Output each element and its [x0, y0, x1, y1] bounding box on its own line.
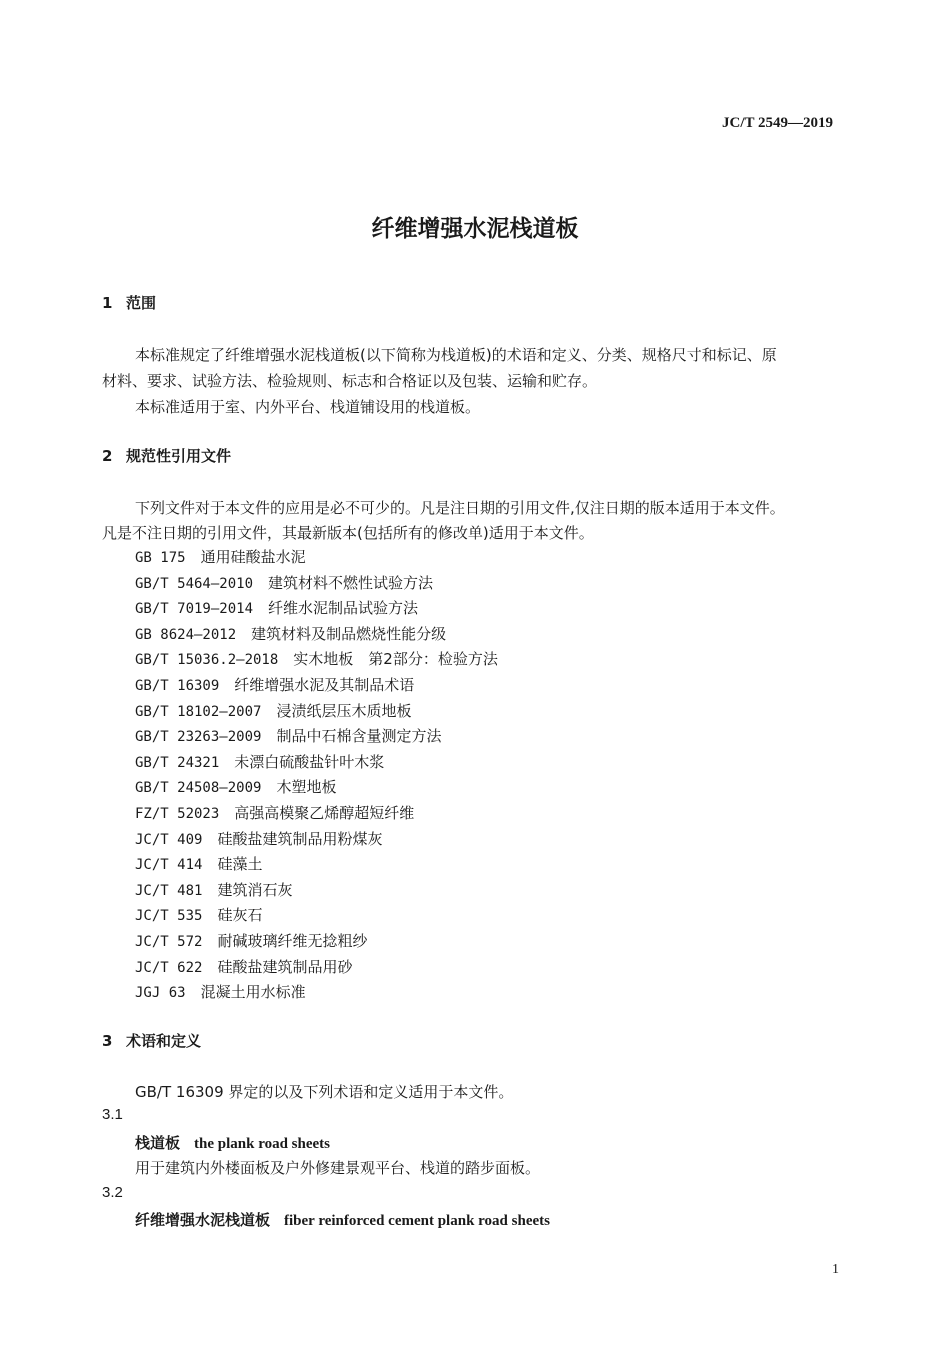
term-english: fiber reinforced cement plank road sheets	[284, 1213, 550, 1229]
clause-number: 3.1	[102, 1106, 123, 1123]
spacer	[261, 778, 276, 796]
reference-code: GB/T 5464—2010	[135, 576, 254, 592]
reference-item	[135, 981, 306, 1002]
reference-code: JC/T 481	[135, 883, 203, 899]
reference-code: JGJ 63	[135, 985, 186, 1001]
spacer	[202, 906, 217, 924]
reference-title: 硅酸盐建筑制品用砂	[217, 958, 353, 976]
spacer	[219, 676, 234, 694]
reference-item	[135, 776, 336, 797]
reference-code: JC/T 409	[135, 832, 203, 848]
term-english: the plank road sheets	[194, 1136, 331, 1152]
reference-code: GB/T 24508—2009	[135, 780, 262, 796]
reference-code: GB/T 24321	[135, 755, 220, 771]
reference-code: GB 8624—2012	[135, 627, 237, 643]
reference-code: JC/T 622	[135, 960, 203, 976]
spacer	[219, 753, 234, 771]
spacer	[202, 881, 217, 899]
reference-title: 硅灰石	[217, 906, 263, 924]
reference-code: JC/T 414	[135, 857, 203, 873]
spacer	[261, 727, 276, 745]
section-2-heading	[102, 445, 231, 466]
spacer	[186, 983, 201, 1001]
spacer	[202, 958, 217, 976]
section-1-heading	[102, 292, 156, 313]
reference-title: 耐碱玻璃纤维无捻粗纱	[217, 932, 368, 950]
reference-title: 建筑材料及制品燃烧性能分级	[251, 625, 447, 643]
reference-code: FZ/T 52023	[135, 806, 220, 822]
section-number: 2	[102, 447, 113, 465]
term-definition: 用于建筑内外楼面板及户外修建景观平台、栈道的踏步面板。	[135, 1159, 541, 1177]
reference-title: 建筑消石灰	[217, 881, 293, 899]
reference-item	[135, 546, 306, 567]
reference-title: 木塑地板	[276, 778, 337, 796]
section-3-intro: GB/T 16309 界定的以及下列术语和定义适用于本文件。	[135, 1083, 514, 1101]
reference-code: GB 175	[135, 550, 186, 566]
reference-item	[135, 572, 433, 593]
reference-title: 通用硅酸盐水泥	[200, 548, 306, 566]
reference-title: 实木地板 第2部分：检验方法	[293, 650, 498, 668]
reference-item	[135, 700, 411, 721]
spacer	[202, 830, 217, 848]
spacer	[261, 702, 276, 720]
section-1-para-line: 本标准规定了纤维增强水泥栈道板(以下简称为栈道板)的术语和定义、分类、规格尺寸和标记、原	[135, 346, 777, 364]
reference-item	[135, 828, 382, 849]
spacer	[236, 625, 251, 643]
reference-item	[135, 597, 418, 618]
term-entry	[135, 1132, 330, 1153]
spacer	[202, 855, 217, 873]
term-chinese: 纤维增强水泥栈道板	[135, 1211, 271, 1229]
term-entry	[135, 1209, 550, 1230]
spacer	[186, 548, 201, 566]
reference-item	[135, 956, 352, 977]
section-title: 术语和定义	[126, 1032, 202, 1050]
reference-code: GB/T 18102—2007	[135, 704, 262, 720]
reference-item	[135, 751, 384, 772]
section-1-para-line: 材料、要求、试验方法、检验规则、标志和合格证以及包装、运输和贮存。	[102, 372, 598, 390]
reference-item	[135, 904, 262, 925]
reference-code: JC/T 535	[135, 908, 203, 924]
section-number: 3	[102, 1032, 113, 1050]
document-title: 纤维增强水泥栈道板	[371, 216, 579, 242]
reference-title: 未漂白硫酸盐针叶木浆	[234, 753, 385, 771]
reference-item	[135, 648, 498, 669]
reference-title: 纤维增强水泥及其制品术语	[234, 676, 415, 694]
section-title: 规范性引用文件	[126, 447, 232, 465]
spacer	[278, 650, 293, 668]
page-number: 1	[832, 1262, 839, 1277]
term-chinese: 栈道板	[135, 1134, 181, 1152]
section-number: 1	[102, 294, 113, 312]
reference-title: 建筑材料不燃性试验方法	[268, 574, 434, 592]
reference-item	[135, 725, 441, 746]
spacer	[219, 804, 234, 822]
reference-item	[135, 674, 414, 695]
reference-title: 浸渍纸层压木质地板	[276, 702, 412, 720]
standard-code: JC/T 2549—2019	[722, 115, 833, 131]
reference-code: JC/T 572	[135, 934, 203, 950]
section-1-para: 本标准适用于室、内外平台、栈道铺设用的栈道板。	[135, 398, 481, 416]
section-2-intro-line: 凡是不注日期的引用文件，其最新版本(包括所有的修改单)适用于本文件。	[102, 524, 594, 542]
reference-title: 硅藻土	[217, 855, 263, 873]
reference-code: GB/T 7019—2014	[135, 601, 254, 617]
reference-title: 混凝土用水标准	[200, 983, 306, 1001]
section-title: 范围	[126, 294, 157, 312]
reference-item	[135, 853, 262, 874]
reference-item	[135, 623, 446, 644]
spacer	[202, 932, 217, 950]
reference-code: GB/T 16309	[135, 678, 220, 694]
spacer	[253, 574, 268, 592]
clause-number: 3.2	[102, 1184, 123, 1201]
reference-item	[135, 930, 367, 951]
reference-item	[135, 879, 292, 900]
reference-code: GB/T 15036.2—2018	[135, 652, 279, 668]
section-3-heading	[102, 1030, 201, 1051]
reference-title: 硅酸盐建筑制品用粉煤灰	[217, 830, 383, 848]
reference-title: 纤维水泥制品试验方法	[268, 599, 419, 617]
reference-item	[135, 802, 414, 823]
reference-title: 高强高模聚乙烯醇超短纤维	[234, 804, 415, 822]
reference-code: GB/T 23263—2009	[135, 729, 262, 745]
section-2-intro-line: 下列文件对于本文件的应用是必不可少的。凡是注日期的引用文件,仅注日期的版本适用于本文件。	[135, 499, 785, 517]
reference-title: 制品中石棉含量测定方法	[276, 727, 442, 745]
spacer	[253, 599, 268, 617]
